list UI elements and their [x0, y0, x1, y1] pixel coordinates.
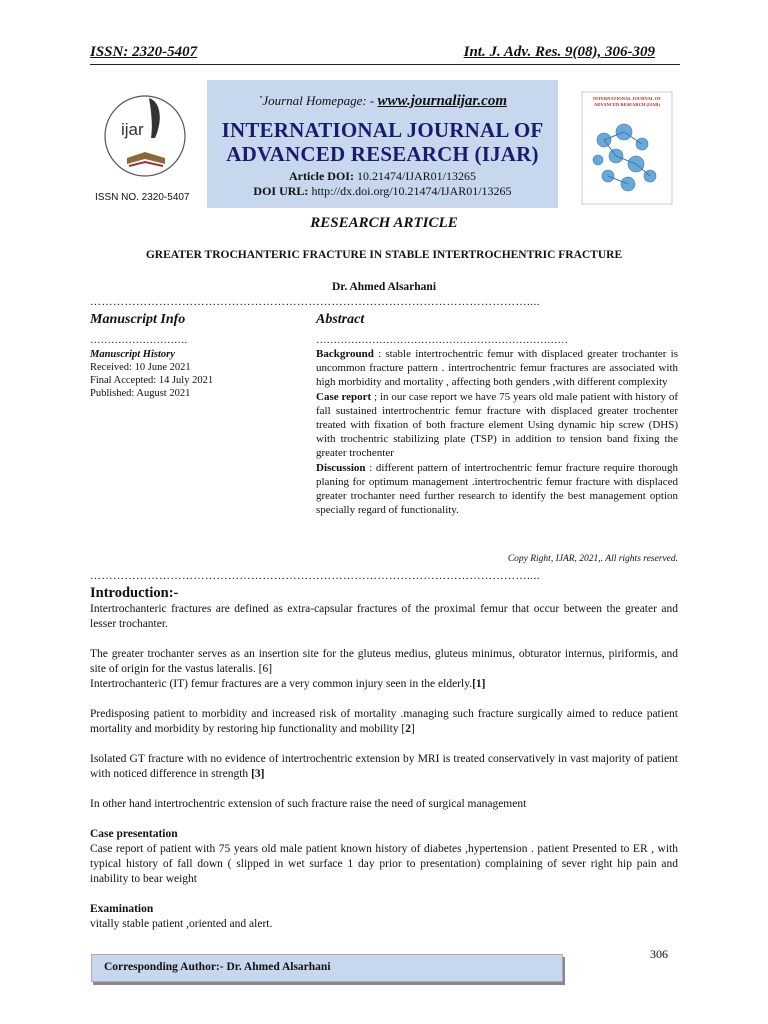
citation-header: Int. J. Adv. Res. 9(08), 306-309 — [463, 44, 655, 60]
received-date: Received: 10 June 2021 — [90, 362, 191, 373]
introduction-heading: Introduction:- — [90, 585, 179, 601]
journal-title — [207, 118, 558, 166]
journal-cover-image — [558, 80, 681, 208]
logo-text: ijar — [121, 120, 144, 139]
article-doi-label: Article DOI: — [289, 169, 354, 183]
history-label: Manuscript History — [90, 349, 175, 360]
ref-1[interactable]: [1] — [472, 678, 486, 690]
journal-title-line1: INTERNATIONAL JOURNAL OF — [221, 118, 544, 142]
doi-url-label: DOI URL: — [253, 184, 309, 198]
accepted-date: Final Accepted: 14 July 2021 — [90, 375, 214, 386]
corresponding-author: Corresponding Author:- Dr. Ahmed Alsarhani — [104, 961, 331, 973]
logo-issn: ISSN NO. 2320-5407 — [95, 192, 190, 203]
issn-header: ISSN: 2320-5407 — [90, 44, 198, 60]
published-date: Published: August 2021 — [90, 388, 191, 399]
doi-info — [207, 169, 558, 199]
intro-paragraph-4: Predisposing patient to morbidity and increased risk of mortality .managing such fracture surgically aimed to reduce patient mortality and morbidity by restoring hip functionality and mobility [2] — [90, 708, 678, 735]
page-number: 306 — [650, 947, 668, 961]
manuscript-history — [90, 348, 310, 400]
journal-title-line2: ADVANCED RESEARCH (IJAR) — [226, 142, 539, 166]
doi-url-link[interactable]: http://dx.doi.org/10.21474/IJAR01/13265 — [311, 184, 512, 198]
ref-3[interactable]: [3] — [251, 768, 265, 780]
intro-paragraph-6: In other hand intertrochentric extension of such fracture raise the need of surgical management — [90, 798, 527, 810]
journal-logo — [89, 80, 207, 208]
molecule-graphic-icon — [558, 80, 681, 208]
background-label: Background — [316, 348, 374, 360]
cover-title-2: ADVANCED RESEARCH (IJAR) — [594, 102, 660, 107]
manuscript-dots: ………………………. — [90, 335, 188, 346]
homepage-link[interactable]: www.journalijar.com — [377, 93, 507, 109]
case-presentation-text: Case report of patient with 75 years old male patient known history of diabetes ,hypertension . patient Presented to ER , with typical history of fall down ( slipped in wet surface 1 day prior to presentation) complaining of sever right hip pain and inability to bear weight — [90, 843, 678, 885]
ref-2[interactable]: 2 — [405, 723, 411, 735]
abstract-heading: Abstract — [316, 312, 365, 327]
intro-paragraph-1: Intertrochanteric fractures are defined as extra-capsular fractures of the proximal femur that occur between the greater and lesser trochanter. — [90, 603, 678, 630]
intro-paragraph-5: Isolated GT fracture with no evidence of intertrochentric extension by MRI is treated conservatively in vast majority of patient with noticed difference in strength [3] — [90, 753, 678, 780]
discussion-label: Discussion — [316, 461, 366, 474]
article-author: Dr. Ahmed Alsarhani — [331, 281, 437, 293]
intro-paragraph-2: The greater trochanter serves as an insertion site for the gluteus medius, gluteus minimus, obturator internus, piriformis, and site of origin for the vastus lateralis. [6] — [90, 648, 678, 675]
separator-top: …………………………………………………………………………………………………….... — [90, 296, 540, 308]
intro-paragraph-3: Intertrochanteric (IT) femur fractures are a very common injury seen in the elderly.[1] — [90, 678, 486, 690]
discussion-text: : different pattern of intertrochentric femur fracture require thorough planing for optimum management .intertrochentric femur fracture with displaced greater trochanter need further research to identify the best management option specially regard of functionality. — [316, 461, 678, 517]
homepage-label: `Journal Homepage: - — [258, 93, 375, 108]
corresponding-author-box — [91, 954, 563, 982]
main-body — [90, 602, 678, 932]
header-rule — [90, 64, 680, 65]
abstract-body — [316, 347, 678, 517]
background-text: : stable intertrochentric femur with displaced greater trochanter is uncommon fracture pattern . intertrochentric femur fractures are associated with high morbidity and mortality , affecting both genders ,with different complexity — [316, 348, 678, 389]
examination-heading: Examination — [90, 903, 154, 915]
manuscript-info-heading: Manuscript Info — [90, 312, 186, 327]
article-title: GREATER TROCHANTERIC FRACTURE IN STABLE INTERTROCHENTRIC FRACTURE — [145, 249, 623, 261]
case-presentation-heading: Case presentation — [90, 828, 178, 840]
quill-book-icon — [89, 80, 207, 208]
case-report-label: Case report — [316, 390, 372, 403]
journal-homepage — [207, 93, 558, 110]
examination-text: vitally stable patient ,oriented and alert. — [90, 918, 273, 930]
article-type: RESEARCH ARTICLE — [310, 215, 458, 231]
cover-title-1: INTERNATIONAL JOURNAL OF — [593, 96, 661, 101]
abstract-dots: ……………………………………………………………… — [316, 335, 568, 346]
case-report-text: ; in our case report we have 75 years old male patient with history of fall sustained intertrochentric femur fracture with displaced greater trochenter treated with fixation of both fracture element Using dynamic hip screw (DHS) with trochentric stabilizing plate (TSP) in addition to tension band fixing the greater trochenter — [316, 390, 678, 460]
article-doi: 10.21474/IJAR01/13265 — [356, 169, 476, 183]
copyright: Copy Right, IJAR, 2021,. All rights reserved. — [507, 554, 678, 564]
separator-bottom: …………………………………………………………………………………………………….... — [90, 570, 540, 582]
